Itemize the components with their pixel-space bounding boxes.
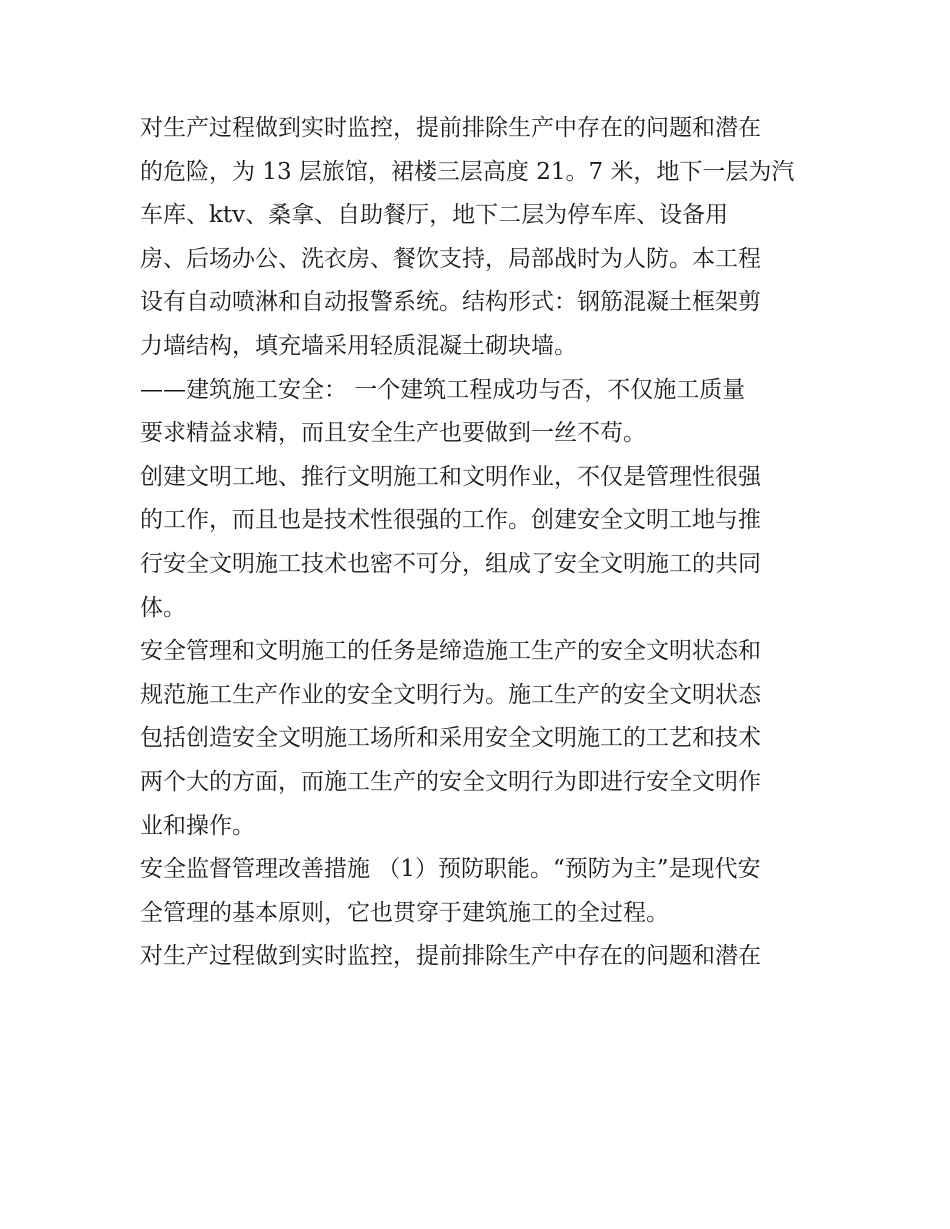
text-line: 包括创造安全文明施工场所和采用安全文明施工的工艺和技术 xyxy=(140,725,761,752)
text-line: 行安全文明施工技术也密不可分，组成了安全文明施工的共同 xyxy=(140,550,761,577)
text-line: 设有自动喷淋和自动报警系统。结构形式：钢筋混凝土框架剪 xyxy=(140,289,761,316)
text-line: 体。 xyxy=(140,594,186,621)
text-line: 的危险，为 13 层旅馆，裙楼三层高度 21。7 米，地下一层为汽 xyxy=(140,158,795,185)
text-line: ——建筑施工安全： 一个建筑工程成功与否，不仅施工质量 xyxy=(140,376,746,403)
text-line: 对生产过程做到实时监控，提前排除生产中存在的问题和潜在 xyxy=(140,943,761,970)
text-line: 要求精益求精，而且安全生产也要做到一丝不苟。 xyxy=(140,420,646,447)
text-line: 对生产过程做到实时监控，提前排除生产中存在的问题和潜在 xyxy=(140,115,761,141)
text-line: 业和操作。 xyxy=(140,812,255,839)
text-line: 创建文明工地、推行文明施工和文明作业，不仅是管理性很强 xyxy=(140,463,761,490)
text-line: 的工作，而且也是技术性很强的工作。创建安全文明工地与推 xyxy=(140,507,761,534)
text-line: 安全管理和文明施工的任务是缔造施工生产的安全文明状态和 xyxy=(140,638,761,665)
text-line: 全管理的基本原则，它也贯穿于建筑施工的全过程。 xyxy=(140,899,669,926)
text-line: 规范施工生产作业的安全文明行为。施工生产的安全文明状态 xyxy=(140,681,761,708)
document-body xyxy=(140,107,820,979)
text-line: 房、后场办公、洗衣房、餐饮支持，局部战时为人防。本工程 xyxy=(140,245,761,272)
text-line: 安全监督管理改善措施 （1）预防职能。“预防为主”是现代安 xyxy=(140,856,761,883)
text-line: 两个大的方面，而施工生产的安全文明行为即进行安全文明作 xyxy=(140,768,761,795)
text-line: 力墙结构，填充墙采用轻质混凝土砌块墙。 xyxy=(140,332,577,359)
text-line: 车库、ktv、桑拿、自助餐厅，地下二层为停车库、设备用 xyxy=(140,202,729,229)
